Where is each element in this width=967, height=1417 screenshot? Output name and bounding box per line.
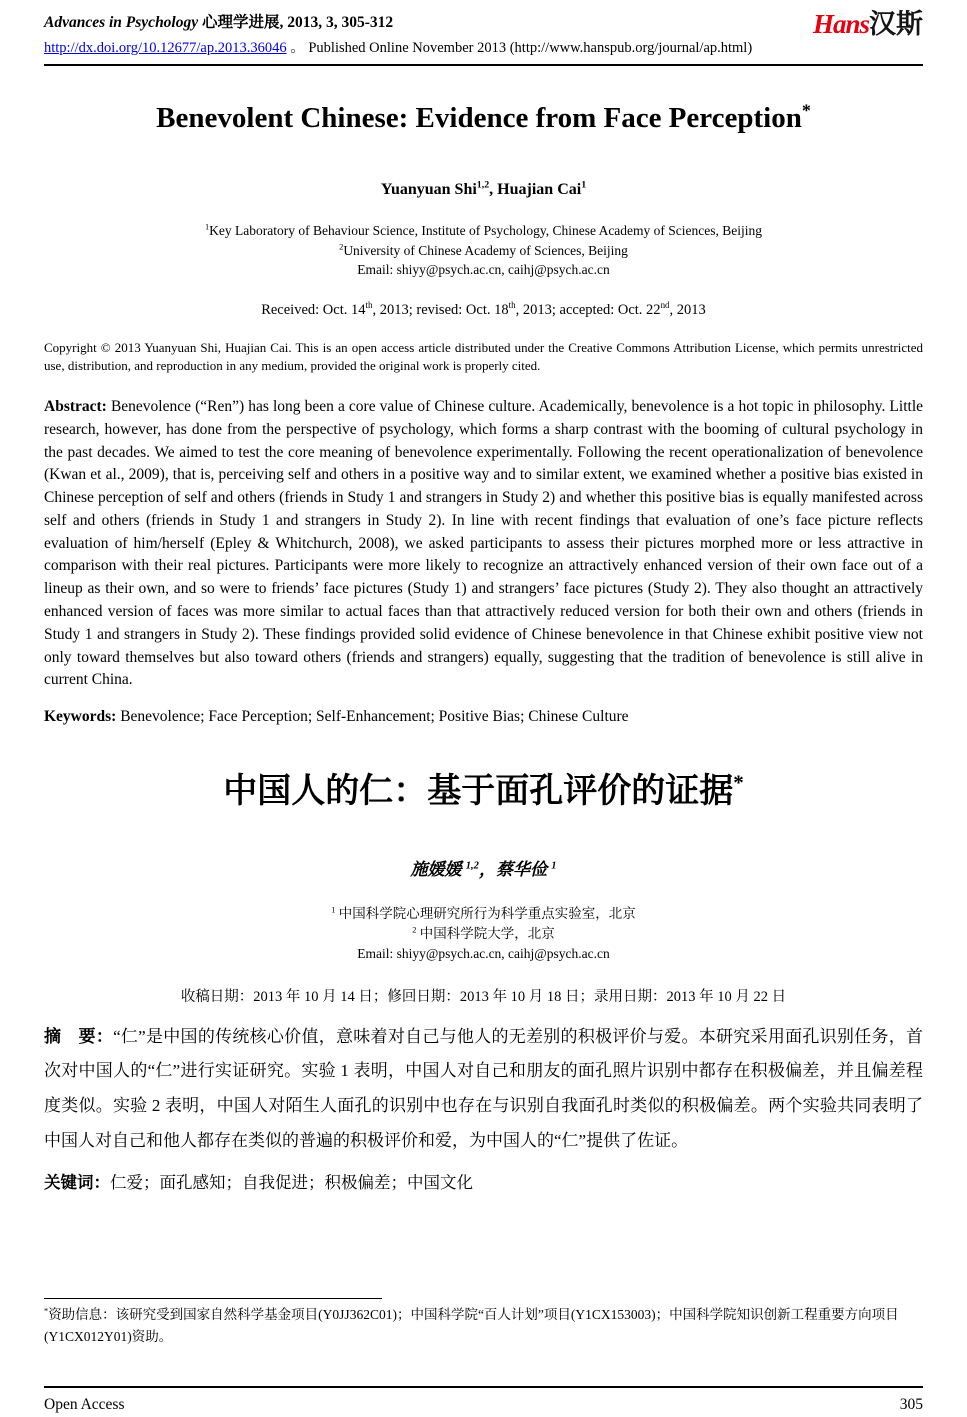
funding-footnote [44, 1298, 923, 1349]
email-line-cn: Email: shiyy@psych.ac.cn, caihj@psych.ac.cn [357, 946, 610, 962]
affiliations-en [44, 221, 923, 280]
affiliation-2-en: $^2$University of Chinese Academy of Sciences, Beijing [339, 242, 628, 258]
authors-cn: 施媛媛 $^{1,2}$，蔡华俭 $^1$ [410, 859, 557, 879]
article-title-cn: 中国人的仁：基于面孔评价的证据* [223, 770, 744, 811]
header-divider [44, 64, 923, 66]
affiliation-1-cn: $^1$ 中国科学院心理研究所行为科学重点实验室，北京 [331, 905, 636, 921]
abstract-text-cn: “仁”是中国的传统核心价值，意味着对自己与他人的无差别的积极评价与爱。本研究采用面孔识别任务，首次对中国人的“仁”进行实证研究。实验 1 表明，中国人对自己和朋友的面孔照片识别中都存在积极偏差，并且偏差程度类似。实验 2 表明，中国人对陌生人面孔的识别中也存在与识别自我面孔时类似的积极偏差。两个实验共同表明了中国人对自己和他人都存在类似的普遍的积极评价和爱，为中国人的“仁”提供了佐证。 [44, 1026, 923, 1151]
journal-info [44, 10, 752, 57]
affiliations-cn [44, 904, 923, 965]
abstract-label-en: Abstract: [44, 397, 107, 415]
abstract-label-cn: 摘 要： [44, 1026, 114, 1046]
keywords-cn [44, 1169, 923, 1193]
page-number: 305 [899, 1396, 923, 1413]
footnote-divider [44, 1298, 382, 1299]
publisher-logo-cn: 汉斯 [869, 9, 923, 39]
abstract-text-en: Benevolence (“Ren”) has long been a core value of Chinese culture. Academically, benevolence is a hot topic in philosophy. Little research, however, has done from the perspective of psychology, which forms a sharp contrast with the booming of cultural psychology in the past decades. We aimed to test the core meaning of benevolence experimentally. Following the recent operationalization of benevolence (Kwan et al., 2009), that is, perceiving self and others in a positive way and to similar extent, we examined whether a positive bias existed in Chinese perception of self and others (friends in Study 1 and strangers in Study 2) and whether this positive bias is equally manifested across self and others (friends in Study 1 and strangers in Study 2). In line with recent findings that evaluation of one’s face picture reflects evaluation of him/herself (Epley & Whitchurch, 2008), we asked participants to assess their pictures morphed more or less attractive in comparison with their real pictures. Participants were more likely to recognize an attractively enhanced version of their own face out of a lineup as their own, and so were to friends’ face pictures (Study 1) and strangers’ face pictures (Study 2). They also thought an attractively enhanced version of faces was more similar to actual faces than that attractively reduced version for both their own and others (friends in Study 1 and strangers in Study 2). These findings provided solid evidence of Chinese benevolence in that Chinese exhibit positive view not only toward themselves but also toward others (friends and strangers) equally, suggesting that the tradition of benevolence is still alive in current China. [44, 397, 924, 689]
keywords-text-en: Benevolence; Face Perception; Self-Enhancement; Positive Bias; Chinese Culture [120, 708, 629, 726]
journal-name: Advances in Psychology [44, 14, 199, 31]
publisher-logo [813, 10, 923, 38]
received-dates-cn: 收稿日期：2013 年 10 月 14 日；修回日期：2013 年 10 月 18 日；录用日期：2013 年 10 月 22 日 [180, 988, 787, 1005]
keywords-label-cn: 关键词： [44, 1173, 110, 1193]
affiliation-2-cn: $^2$ 中国科学院大学，北京 [412, 925, 555, 942]
published-note: 。 Published Online November 2013 (http://www.hanspub.org/journal/ap.html) [290, 40, 753, 56]
abstract-cn [44, 1020, 923, 1159]
journal-issue: 心理学进展, 2013, 3, 305-312 [202, 14, 394, 31]
received-dates-en: Received: Oct. 14th, 2013; revised: Oct. 18th, 2013; accepted: Oct. 22nd, 2013 [261, 300, 706, 319]
page-footer [44, 1386, 923, 1414]
journal-title-line [44, 10, 752, 32]
footer-divider [44, 1386, 923, 1388]
abstract-en [44, 396, 923, 692]
open-access-label: Open Access [44, 1396, 125, 1413]
email-line-en: Email: shiyy@psych.ac.cn, caihj@psych.ac.cn [357, 262, 610, 278]
doi-link[interactable]: http://dx.doi.org/10.12677/ap.2013.36046 [44, 40, 287, 56]
footer-row [44, 1396, 923, 1414]
keywords-label-en: Keywords: [44, 708, 117, 726]
footnote-text: *资助信息：该研究受到国家自然科学基金项目(Y0JJ362C01)；中国科学院“百人计划”项目(Y1CX153003)；中国科学院知识创新工程重要方向项目(Y1CX012Y01)资助。 [44, 1306, 899, 1345]
publisher-logo-latin: Hans [812, 9, 869, 39]
keywords-en [44, 708, 923, 726]
copyright-notice: Copyright © 2013 Yuanyuan Shi, Huajian Cai. This is an open access article distributed under the Creative Commons Attribution License, which permits unrestricted use, distribution, and reproduction in any medium, provided the original work is properly cited. [44, 340, 923, 374]
authors-en: Yuanyuan Shi$^{1,2}$, Huajian Cai$^1$ [380, 180, 587, 199]
journal-header [44, 10, 923, 57]
doi-line [44, 36, 752, 57]
affiliation-1-en: $^1$Key Laboratory of Behaviour Science, Institute of Psychology, Chinese Academy of Sciences, Beijing [204, 222, 763, 239]
article-title-en: Benevolent Chinese: Evidence from Face Perception* [156, 100, 811, 134]
keywords-text-cn: 仁爱；面孔感知；自我促进；积极偏差；中国文化 [110, 1173, 473, 1193]
